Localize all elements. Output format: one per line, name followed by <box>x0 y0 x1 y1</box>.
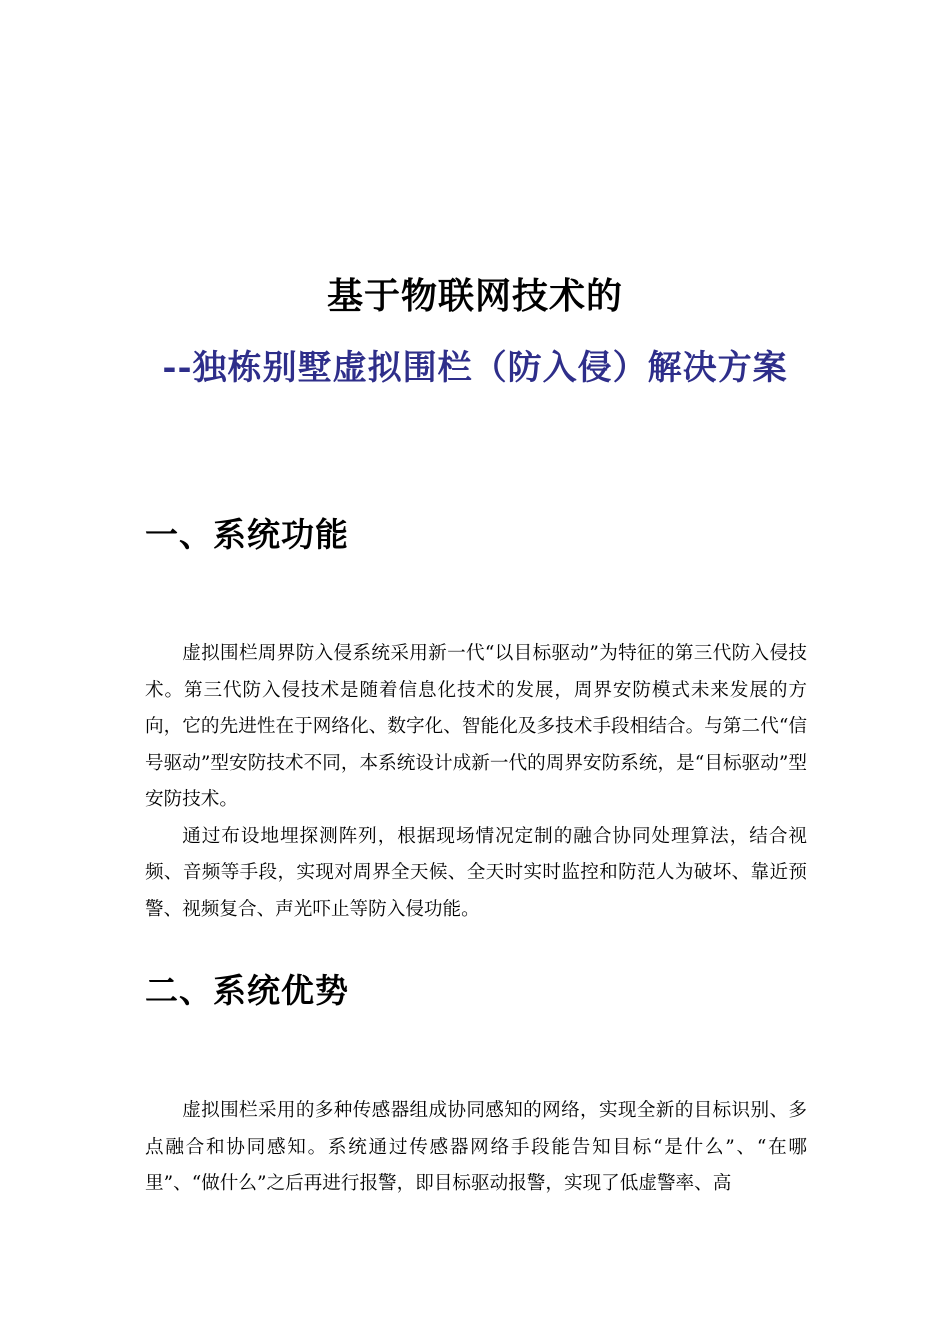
paragraph: 虚拟围栏周界防入侵系统采用新一代“以目标驱动”为特征的第三代防入侵技术。第三代防入侵技术是随着信息化技术的发展，周界安防模式未来发展的方向，它的先进性在于网络化、数字化、智能化及多技术手段相结合。与第二代“信号驱动”型安防技术不同，本系统设计成新一代的周界安防系统，是“目标驱动”型安防技术。 <box>145 643 807 810</box>
document-subtitle: --独栋别墅虚拟围栏（防入侵）解决方案 <box>162 348 788 388</box>
paragraph: 虚拟围栏采用的多种传感器组成协同感知的网络，实现全新的目标识别、多点融合和协同感知。系统通过传感器网络手段能告知目标“是什么”、“在哪里”、“做什么”之后再进行报警，即目标驱动报警，实现了低虚警率、高 <box>145 1100 807 1194</box>
section-heading-system-function: 一、系统功能 <box>145 515 349 554</box>
section-body-system-advantages <box>145 1093 807 1213</box>
section-heading-system-advantages: 二、系统优势 <box>145 971 349 1010</box>
paragraph: 通过布设地埋探测阵列，根据现场情况定制的融合协同处理算法，结合视频、音频等手段，实现对周界全天候、全天时实时监控和防范人为破坏、靠近预警、视频复合、声光吓止等防入侵功能。 <box>145 825 807 920</box>
document-title: 基于物联网技术的 <box>326 275 623 317</box>
section-body-system-function <box>145 636 807 928</box>
